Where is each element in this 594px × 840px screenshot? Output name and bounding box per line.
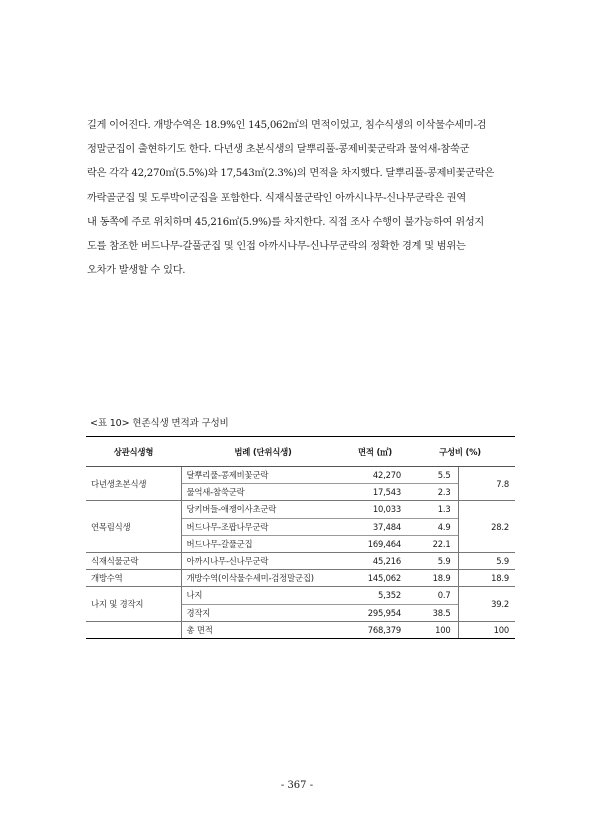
area-cell: 145,062: [345, 570, 405, 587]
header-physiognomy: 상관식생형: [86, 437, 181, 467]
header-area: 면적 (㎡): [345, 437, 405, 467]
table-row: [86, 467, 515, 484]
vegetation-table: [86, 436, 515, 639]
group-name: 나지 및 경작지: [86, 587, 181, 621]
group-name: 다년생초본식생: [91, 478, 147, 489]
group-total: 7.8: [458, 467, 515, 501]
ratio-cell: 18.9: [405, 570, 458, 587]
paragraph-line: 정말군집이 출현하기도 한다. 다년생 초본식생의 달뿌리풀-콩제비꽃군락과 물억새-참쑥군: [87, 144, 470, 156]
total-ratio: 100: [405, 621, 458, 638]
legend-cell: 개방수역(이삭물수세미-검정말군집): [181, 570, 345, 587]
ratio-cell: 1.3: [405, 501, 458, 518]
ratio-cell: 2.3: [405, 484, 458, 501]
group-total: 28.2: [458, 501, 515, 553]
group-total: 39.2: [458, 587, 515, 621]
legend-cell: 경작지: [181, 604, 345, 621]
area-cell: 169,464: [345, 535, 405, 552]
ratio-cell: 22.1: [405, 535, 458, 552]
group-total: 18.9: [458, 570, 515, 587]
paragraph-line: 오차가 발생할 수 있다.: [87, 265, 186, 277]
area-cell: 37,484: [345, 518, 405, 535]
legend-cell: 버드나무-조팝나무군락: [181, 518, 345, 535]
group-name: 식재식물군락: [86, 552, 181, 569]
area-cell: 42,270: [372, 470, 401, 481]
legend-cell: 나지: [181, 587, 345, 604]
table-row: [86, 570, 515, 587]
page-number: - 367 -: [280, 780, 314, 791]
area-cell: 295,954: [345, 604, 405, 621]
table-row: [86, 501, 515, 518]
group-name: 연목림식생: [86, 501, 181, 553]
body-paragraph: [87, 114, 507, 283]
area-cell: 45,216: [345, 552, 405, 569]
area-cell: 17,543: [345, 484, 405, 501]
area-cell: 10,033: [345, 501, 405, 518]
group-total: 5.9: [458, 552, 515, 569]
legend-cell: 물억새-참쑥군락: [181, 484, 345, 501]
legend-cell: 버드나무-갈풀군집: [181, 535, 345, 552]
table-row: [86, 552, 515, 569]
table-row: [86, 587, 515, 604]
paragraph-line: 까락골군집 및 도루박이군집을 포함한다. 식재식물군락인 아까시나무-신나무군락은 권역: [87, 192, 466, 204]
total-label: 총 면적: [181, 621, 345, 638]
paragraph-line: 내 동쪽에 주로 위치하며 45,216㎡(5.9%)를 차지한다. 직접 조사 수행이 불가능하여 위성지: [87, 216, 485, 228]
table-header-row: [86, 437, 515, 467]
header-legend: 범례 (단위식생): [181, 437, 345, 467]
legend-cell: 당키버들-애쟁이사초군락: [181, 501, 345, 518]
paragraph-line: 도를 참조한 버드나무-갈풀군집 및 인접 아까시나무-신나무군락의 정확한 경계 및 범위는: [87, 241, 466, 253]
total-row: [86, 621, 515, 638]
total-blank: [86, 621, 181, 638]
ratio-cell: 5.9: [405, 552, 458, 569]
group-name: 개방수역: [86, 570, 181, 587]
ratio-cell: 4.9: [405, 518, 458, 535]
legend-cell: 아까시나무-신나무군락: [181, 552, 345, 569]
paragraph-line: 길게 이어진다. 개방수역은 18.9%인 145,062㎡의 면적이었고, 침수식생의 이삭물수세미-검: [87, 120, 487, 131]
area-cell: 5,352: [345, 587, 405, 604]
table-caption: <표 10> 현존식생 면적과 구성비: [90, 418, 229, 429]
ratio-cell: 0.7: [405, 587, 458, 604]
total-area: 768,379: [345, 621, 405, 638]
ratio-cell: 5.5: [437, 470, 451, 481]
ratio-cell: 38.5: [405, 604, 458, 621]
legend-cell: 달뿌리풀-콩제비꽃군락: [181, 467, 345, 484]
header-ratio: 구성비 (%): [405, 437, 515, 467]
total-group-total: 100: [458, 621, 515, 638]
paragraph-line: 락은 각각 42,270㎡(5.5%)와 17,543㎡(2.3%)의 면적을 차지했다. 달뿌리풀-콩제비꽃군락은: [87, 168, 495, 180]
